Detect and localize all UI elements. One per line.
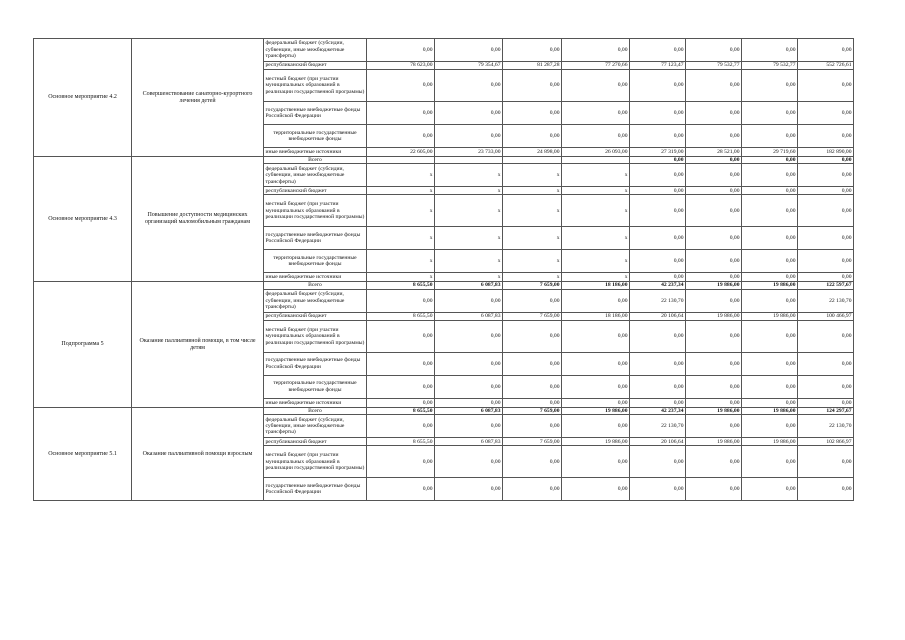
amount-cell: 0,00 (686, 289, 742, 312)
amount-cell: 81 287,28 (503, 62, 562, 70)
program-description-cell: Совершенствование санаторно-курортного лечения детей (132, 39, 264, 157)
amount-cell: х (435, 187, 503, 195)
amount-cell: 0,00 (367, 102, 435, 125)
program-name-cell: Основное мероприятие 4.2 (34, 39, 132, 157)
amount-cell: 0,00 (435, 352, 503, 375)
amount-cell: 0,00 (742, 39, 798, 62)
amount-cell: 78 623,00 (367, 62, 435, 70)
amount-cell: х (503, 250, 562, 273)
amount-cell: 0,00 (742, 70, 798, 102)
amount-cell: 0,00 (686, 195, 742, 227)
funding-source-cell: местный бюджет (при участии муниципальных образований в реализации государственной программы) (264, 195, 367, 227)
amount-cell: 0,00 (798, 398, 854, 407)
amount-cell: 0,00 (686, 415, 742, 438)
funding-source-cell: Всего (264, 407, 367, 414)
amount-cell: 42 237,34 (630, 282, 686, 289)
amount-cell: 0,00 (435, 125, 503, 148)
amount-cell: 0,00 (503, 39, 562, 62)
amount-cell: 0,00 (630, 39, 686, 62)
amount-cell: 0,00 (798, 250, 854, 273)
amount-cell: 0,00 (562, 289, 630, 312)
amount-cell: 29 719,60 (742, 148, 798, 157)
amount-cell: 0,00 (630, 352, 686, 375)
amount-cell: х (562, 164, 630, 187)
amount-cell: 19 886,00 (742, 438, 798, 446)
amount-cell: 0,00 (630, 70, 686, 102)
amount-cell: 0,00 (798, 273, 854, 282)
program-description-cell: Оказание паллиативной помощи взрослым (132, 407, 264, 500)
amount-cell: 7 659,00 (503, 407, 562, 414)
funding-source-cell: территориальные государственные внебюджетные фонды (264, 250, 367, 273)
funding-source-cell: государственные внебюджетные фонды Российской Федерации (264, 102, 367, 125)
amount-cell: 0,00 (562, 415, 630, 438)
funding-source-cell: республиканский бюджет (264, 312, 367, 320)
amount-cell: 0,00 (630, 478, 686, 501)
funding-source-cell: Всего (264, 157, 367, 164)
amount-cell: 8 655,50 (367, 312, 435, 320)
amount-cell: 0,00 (742, 187, 798, 195)
amount-cell: 0,00 (435, 39, 503, 62)
amount-cell: 0,00 (686, 164, 742, 187)
amount-cell (435, 157, 503, 164)
amount-cell: 0,00 (630, 446, 686, 478)
amount-cell: х (562, 195, 630, 227)
amount-cell: 0,00 (562, 70, 630, 102)
amount-cell (367, 157, 435, 164)
amount-cell: х (435, 195, 503, 227)
amount-cell: 0,00 (503, 70, 562, 102)
amount-cell: х (562, 273, 630, 282)
amount-cell: 0,00 (686, 70, 742, 102)
amount-cell: 0,00 (630, 227, 686, 250)
amount-cell: 0,00 (742, 446, 798, 478)
amount-cell: 0,00 (798, 320, 854, 352)
amount-cell: 0,00 (742, 352, 798, 375)
funding-source-cell: местный бюджет (при участии муниципальных образований в реализации государственной программы) (264, 320, 367, 352)
amount-cell: 0,00 (742, 125, 798, 148)
amount-cell: 0,00 (686, 187, 742, 195)
funding-source-cell: территориальные государственные внебюджетные фонды (264, 125, 367, 148)
amount-cell: 0,00 (798, 102, 854, 125)
amount-cell: х (503, 273, 562, 282)
amount-cell: 0,00 (367, 70, 435, 102)
amount-cell: 20 106,64 (630, 438, 686, 446)
amount-cell: 8 655,50 (367, 282, 435, 289)
amount-cell: 7 659,00 (503, 312, 562, 320)
table-row (34, 282, 854, 289)
amount-cell: 0,00 (630, 250, 686, 273)
amount-cell: 0,00 (686, 227, 742, 250)
table-row (34, 39, 854, 62)
amount-cell: 0,00 (798, 164, 854, 187)
program-name-cell: Основное мероприятие 4.3 (34, 157, 132, 282)
amount-cell: 0,00 (435, 375, 503, 398)
funding-source-cell: республиканский бюджет (264, 62, 367, 70)
amount-cell: 0,00 (630, 157, 686, 164)
program-name-cell: Подпрограмма 5 (34, 282, 132, 407)
amount-cell: х (503, 227, 562, 250)
amount-cell: 0,00 (562, 375, 630, 398)
amount-cell: 0,00 (742, 273, 798, 282)
amount-cell: 22 130,70 (798, 415, 854, 438)
funding-source-cell: федеральный бюджет (субсидии, субвенции, иные межбюджетные трансферты) (264, 289, 367, 312)
amount-cell: 0,00 (630, 375, 686, 398)
amount-cell: 0,00 (562, 352, 630, 375)
amount-cell: 0,00 (798, 187, 854, 195)
amount-cell: 19 886,00 (742, 312, 798, 320)
amount-cell: х (435, 250, 503, 273)
amount-cell: 6 087,83 (435, 438, 503, 446)
amount-cell: 0,00 (435, 289, 503, 312)
amount-cell: 0,00 (798, 227, 854, 250)
amount-cell: 19 886,00 (562, 438, 630, 446)
amount-cell: 0,00 (367, 320, 435, 352)
amount-cell: 0,00 (742, 398, 798, 407)
amount-cell: 0,00 (742, 320, 798, 352)
amount-cell: 42 237,34 (630, 407, 686, 414)
amount-cell: 19 886,00 (742, 407, 798, 414)
amount-cell: 0,00 (630, 273, 686, 282)
amount-cell: 0,00 (686, 352, 742, 375)
amount-cell: 0,00 (798, 157, 854, 164)
amount-cell: 79 354,67 (435, 62, 503, 70)
program-name-cell: Основное мероприятие 5.1 (34, 407, 132, 500)
amount-cell: 79 532,77 (742, 62, 798, 70)
amount-cell: 0,00 (686, 39, 742, 62)
amount-cell: х (503, 187, 562, 195)
amount-cell: 0,00 (798, 125, 854, 148)
table-row (34, 407, 854, 414)
funding-source-cell: территориальные государственные внебюджетные фонды (264, 375, 367, 398)
amount-cell: 0,00 (798, 195, 854, 227)
amount-cell: 0,00 (686, 375, 742, 398)
amount-cell: 0,00 (742, 478, 798, 501)
amount-cell: 0,00 (435, 320, 503, 352)
amount-cell (562, 157, 630, 164)
amount-cell: 0,00 (742, 157, 798, 164)
amount-cell: х (562, 187, 630, 195)
budget-table (33, 38, 854, 501)
amount-cell: 8 655,50 (367, 407, 435, 414)
amount-cell: х (367, 227, 435, 250)
amount-cell: 0,00 (435, 415, 503, 438)
amount-cell: 0,00 (562, 39, 630, 62)
amount-cell: 0,00 (686, 125, 742, 148)
amount-cell: 0,00 (686, 273, 742, 282)
funding-source-cell: иные внебюджетные источники (264, 148, 367, 157)
amount-cell: 19 886,00 (686, 312, 742, 320)
amount-cell: 0,00 (367, 446, 435, 478)
amount-cell: 0,00 (435, 446, 503, 478)
funding-source-cell: местный бюджет (при участии муниципальных образований в реализации государственной программы) (264, 446, 367, 478)
program-description-cell: Повышение доступности медицинских организаций маломобильным гражданам (132, 157, 264, 282)
amount-cell: 0,00 (798, 478, 854, 501)
amount-cell: 18 186,00 (562, 282, 630, 289)
funding-source-cell: иные внебюджетные источники (264, 398, 367, 407)
amount-cell: 102 866,97 (798, 438, 854, 446)
amount-cell: 0,00 (630, 398, 686, 407)
amount-cell: 0,00 (562, 320, 630, 352)
amount-cell: 0,00 (503, 478, 562, 501)
amount-cell: 18 186,00 (562, 312, 630, 320)
amount-cell: 19 886,00 (686, 282, 742, 289)
amount-cell: 24 898,00 (503, 148, 562, 157)
amount-cell: 0,00 (798, 446, 854, 478)
amount-cell: 0,00 (562, 102, 630, 125)
amount-cell: 0,00 (630, 102, 686, 125)
amount-cell: х (562, 227, 630, 250)
amount-cell: 22 130,70 (630, 289, 686, 312)
amount-cell: 0,00 (503, 125, 562, 148)
funding-source-cell: государственные внебюджетные фонды Российской Федерации (264, 352, 367, 375)
amount-cell: 0,00 (435, 478, 503, 501)
amount-cell: 19 886,00 (562, 407, 630, 414)
amount-cell: 0,00 (742, 415, 798, 438)
amount-cell: 0,00 (742, 250, 798, 273)
amount-cell: х (367, 250, 435, 273)
funding-source-cell: республиканский бюджет (264, 187, 367, 195)
amount-cell: 0,00 (435, 102, 503, 125)
funding-source-cell: иные внебюджетные источники (264, 273, 367, 282)
amount-cell: 0,00 (435, 398, 503, 407)
amount-cell: 0,00 (562, 398, 630, 407)
amount-cell: 0,00 (742, 227, 798, 250)
amount-cell: 26 093,00 (562, 148, 630, 157)
amount-cell: 124 297,67 (798, 407, 854, 414)
amount-cell: 0,00 (798, 375, 854, 398)
amount-cell: х (367, 164, 435, 187)
amount-cell: 0,00 (367, 415, 435, 438)
amount-cell: 23 733,00 (435, 148, 503, 157)
amount-cell: 0,00 (503, 320, 562, 352)
amount-cell: 0,00 (503, 415, 562, 438)
amount-cell: 77 270,66 (562, 62, 630, 70)
amount-cell: 182 890,00 (798, 148, 854, 157)
amount-cell: 0,00 (742, 164, 798, 187)
amount-cell: 0,00 (367, 39, 435, 62)
amount-cell: х (367, 195, 435, 227)
amount-cell: 28 521,00 (686, 148, 742, 157)
amount-cell: 0,00 (686, 320, 742, 352)
table-row (34, 157, 854, 164)
amount-cell: 0,00 (630, 164, 686, 187)
funding-source-cell: федеральный бюджет (субсидии, субвенции, иные межбюджетные трансферты) (264, 39, 367, 62)
amount-cell: 0,00 (798, 70, 854, 102)
amount-cell: 0,00 (367, 375, 435, 398)
amount-cell: 0,00 (367, 478, 435, 501)
amount-cell: 0,00 (742, 102, 798, 125)
amount-cell: 0,00 (686, 102, 742, 125)
amount-cell: 0,00 (630, 125, 686, 148)
amount-cell: 6 087,83 (435, 282, 503, 289)
amount-cell: 552 726,61 (798, 62, 854, 70)
amount-cell: 0,00 (562, 478, 630, 501)
amount-cell: х (435, 164, 503, 187)
amount-cell: х (503, 164, 562, 187)
amount-cell: х (367, 273, 435, 282)
amount-cell: 0,00 (503, 289, 562, 312)
amount-cell: 22 130,70 (798, 289, 854, 312)
amount-cell: х (503, 195, 562, 227)
amount-cell: 0,00 (798, 352, 854, 375)
amount-cell: 0,00 (630, 195, 686, 227)
funding-source-cell: местный бюджет (при участии муниципальных образований в реализации государственной программы) (264, 70, 367, 102)
amount-cell: 0,00 (367, 398, 435, 407)
amount-cell: 0,00 (367, 352, 435, 375)
amount-cell: 7 659,00 (503, 438, 562, 446)
funding-source-cell: государственные внебюджетные фонды Российской Федерации (264, 478, 367, 501)
amount-cell: х (367, 187, 435, 195)
amount-cell: 6 087,83 (435, 312, 503, 320)
amount-cell: 0,00 (435, 70, 503, 102)
amount-cell: 0,00 (562, 125, 630, 148)
amount-cell: х (562, 250, 630, 273)
funding-source-cell: федеральный бюджет (субсидии, субвенции, иные межбюджетные трансферты) (264, 164, 367, 187)
amount-cell: 22 605,00 (367, 148, 435, 157)
amount-cell: 0,00 (503, 102, 562, 125)
amount-cell: 100 466,97 (798, 312, 854, 320)
amount-cell: 6 087,83 (435, 407, 503, 414)
amount-cell: 79 532,77 (686, 62, 742, 70)
amount-cell: 22 130,70 (630, 415, 686, 438)
amount-cell: 0,00 (686, 250, 742, 273)
amount-cell: 27 319,00 (630, 148, 686, 157)
amount-cell: 0,00 (630, 187, 686, 195)
funding-source-cell: государственные внебюджетные фонды Российской Федерации (264, 227, 367, 250)
amount-cell: 122 597,67 (798, 282, 854, 289)
amount-cell: 19 886,00 (686, 407, 742, 414)
amount-cell: 0,00 (686, 446, 742, 478)
amount-cell: 19 886,00 (686, 438, 742, 446)
amount-cell: х (435, 227, 503, 250)
funding-source-cell: республиканский бюджет (264, 438, 367, 446)
amount-cell (503, 157, 562, 164)
amount-cell: 77 123,47 (630, 62, 686, 70)
funding-source-cell: Всего (264, 282, 367, 289)
amount-cell: 0,00 (686, 157, 742, 164)
amount-cell: 0,00 (630, 320, 686, 352)
amount-cell: 0,00 (503, 375, 562, 398)
amount-cell: 0,00 (742, 195, 798, 227)
amount-cell: 0,00 (686, 478, 742, 501)
amount-cell: 0,00 (503, 398, 562, 407)
amount-cell: 19 886,00 (742, 282, 798, 289)
amount-cell: 0,00 (562, 446, 630, 478)
amount-cell: 0,00 (367, 289, 435, 312)
amount-cell: 0,00 (367, 125, 435, 148)
amount-cell: х (435, 273, 503, 282)
amount-cell: 0,00 (503, 352, 562, 375)
amount-cell: 7 659,00 (503, 282, 562, 289)
amount-cell: 0,00 (686, 398, 742, 407)
amount-cell: 0,00 (742, 289, 798, 312)
amount-cell: 8 655,50 (367, 438, 435, 446)
program-description-cell: Оказание паллиативной помощи, в том числе детям (132, 282, 264, 407)
amount-cell: 0,00 (503, 446, 562, 478)
amount-cell: 20 106,64 (630, 312, 686, 320)
amount-cell: 0,00 (798, 39, 854, 62)
funding-source-cell: федеральный бюджет (субсидии, субвенции, иные межбюджетные трансферты) (264, 415, 367, 438)
amount-cell: 0,00 (742, 375, 798, 398)
